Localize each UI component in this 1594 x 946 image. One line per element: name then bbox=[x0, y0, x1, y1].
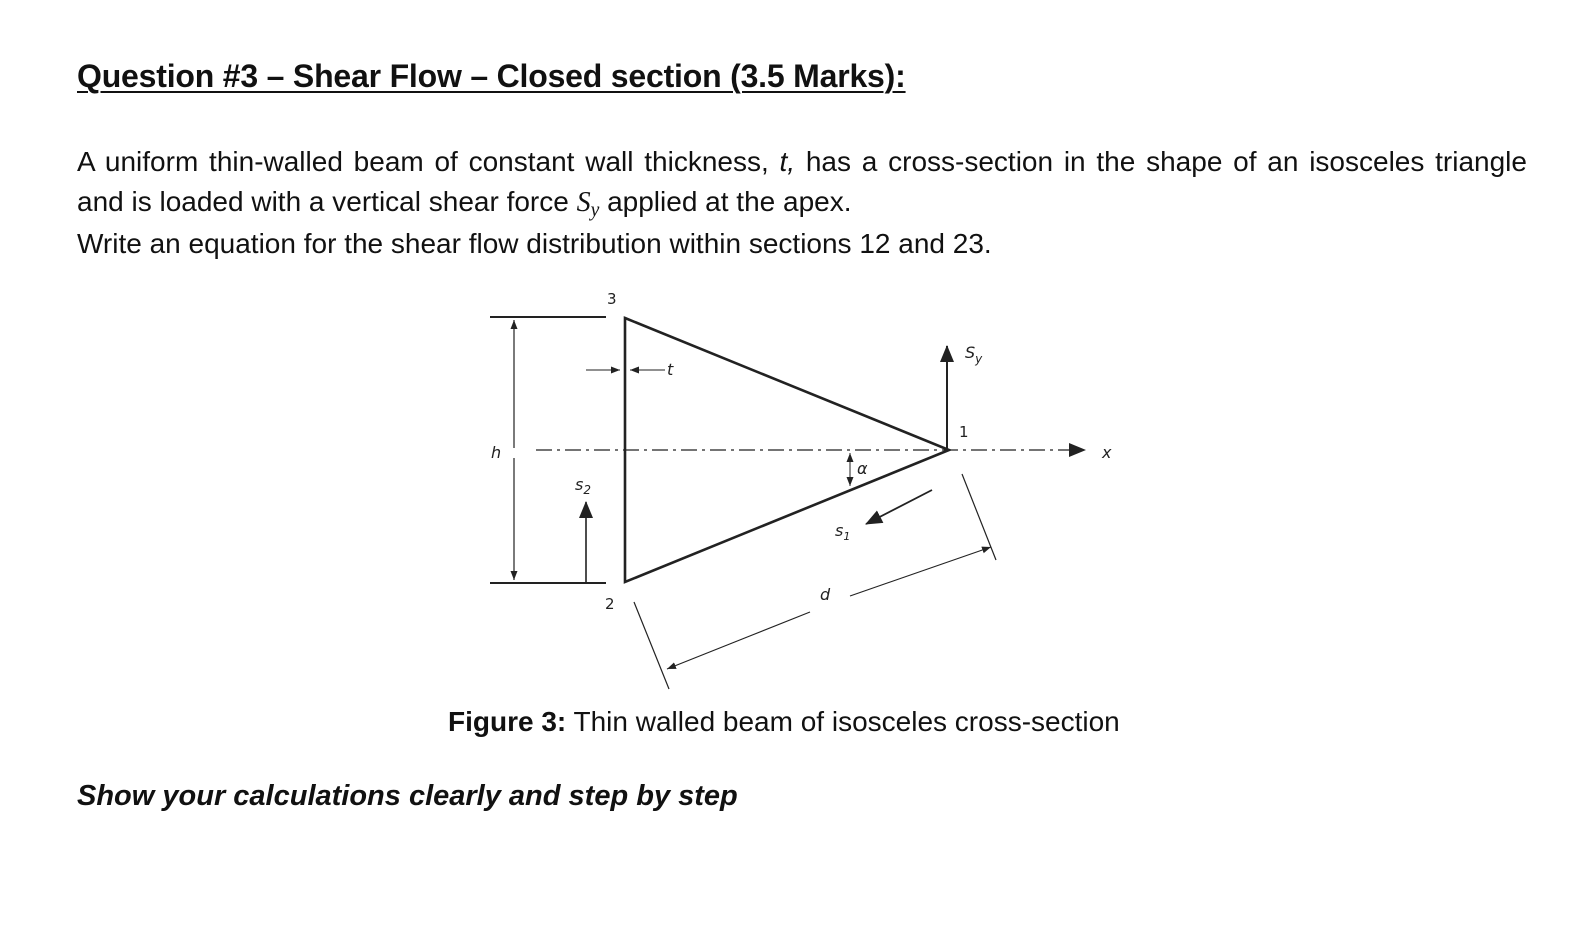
d-dimension-line-b bbox=[850, 547, 991, 596]
s2-label bbox=[575, 475, 591, 497]
s1-label bbox=[835, 521, 850, 543]
s1-letter: s bbox=[835, 521, 844, 540]
x-axis-label: x bbox=[1102, 443, 1112, 462]
s2-letter: s bbox=[575, 475, 584, 494]
problem-statement bbox=[77, 142, 1527, 231]
question-heading: Question #3 – Shear Flow – Closed section (3.5 Marks): bbox=[77, 58, 906, 94]
d-extension-left bbox=[634, 602, 669, 689]
shear-force-subscript: y bbox=[590, 199, 600, 221]
sy-letter: S bbox=[965, 343, 976, 362]
shear-force-letter: S bbox=[576, 187, 591, 218]
figure-caption-number: Figure 3: bbox=[448, 706, 567, 737]
figure-caption bbox=[448, 706, 1120, 738]
figure-caption-text: Thin walled beam of isosceles cross-section bbox=[566, 706, 1120, 737]
cross-section-figure bbox=[480, 278, 1140, 698]
thickness-symbol: t, bbox=[779, 146, 796, 177]
alpha-label: α bbox=[857, 459, 868, 478]
s2-subscript: 2 bbox=[583, 483, 591, 497]
statement-part-2: has a cross-section in the shape of an isosceles triangle and is loaded with a vertical shear force bbox=[77, 146, 1527, 217]
node-3-label: 3 bbox=[607, 290, 617, 308]
instruction-note: Show your calculations clearly and step by step bbox=[77, 780, 738, 812]
d-dimension-line-a bbox=[667, 612, 810, 669]
sy-subscript: y bbox=[975, 352, 983, 366]
task-statement: Write an equation for the shear flow distribution within sections 12 and 23. bbox=[77, 228, 992, 259]
s1-subscript: 1 bbox=[843, 530, 851, 543]
node-1-label: 1 bbox=[959, 423, 969, 441]
h-label: h bbox=[491, 443, 502, 462]
node-2-label: 2 bbox=[605, 595, 615, 613]
t-label: t bbox=[667, 360, 674, 379]
d-label: d bbox=[820, 585, 831, 604]
statement-part-1: A uniform thin-walled beam of constant wall thickness, bbox=[77, 146, 780, 177]
s1-arrow bbox=[866, 490, 932, 524]
shear-force-symbol bbox=[576, 187, 600, 221]
sy-label bbox=[965, 343, 983, 366]
cross-section-diagram bbox=[480, 278, 1140, 698]
statement-part-3: applied at the apex. bbox=[599, 186, 852, 217]
